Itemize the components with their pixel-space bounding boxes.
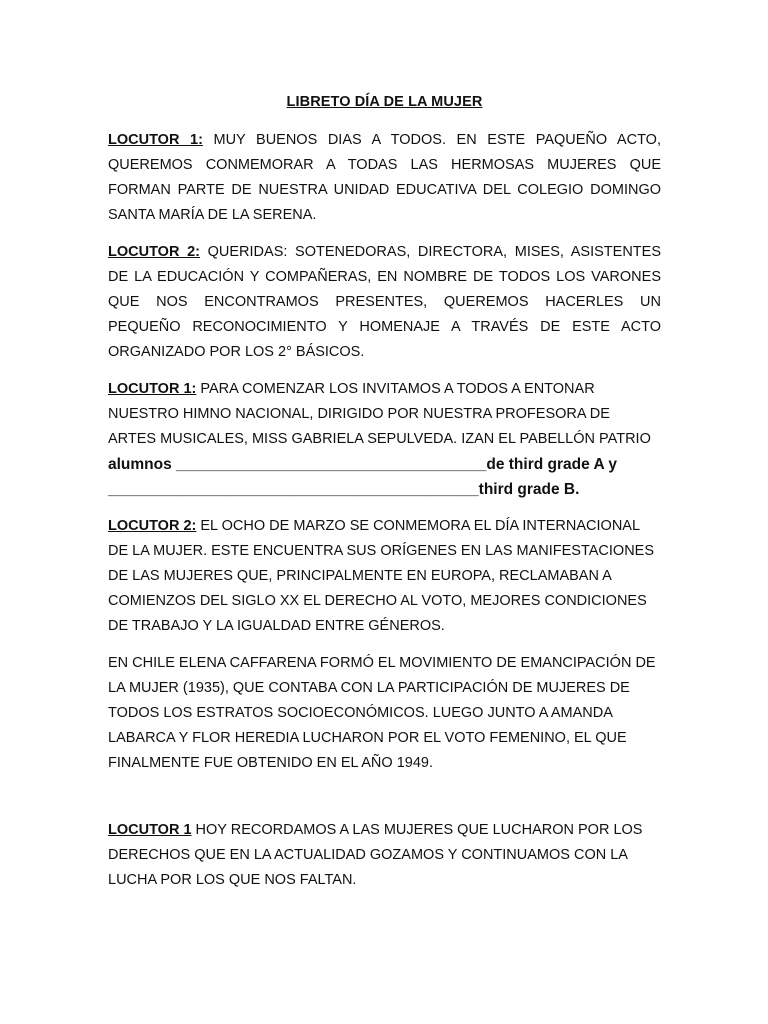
paragraph-locutor-1-closing — [108, 818, 661, 893]
speaker-label: LOCUTOR 1: — [108, 381, 197, 397]
paragraph-locutor-2-greeting — [108, 240, 661, 365]
paragraph-text: EN CHILE ELENA CAFFARENA FORMÓ EL MOVIMIENTO DE EMANCIPACIÓN DE LA MUJER (1935), QUE CONTABA CON LA PARTICIPACIÓN DE MUJERES DE TODOS LOS ESTRATOS SOCIOECONÓMICOS. LUEGO JUNTO A AMANDA LABARCA Y FLOR HEREDIA LUCHARON POR EL VOTO FEMENINO, EL QUE FINALMENTE FUE OBTENIDO EN EL AÑO 1949. — [108, 655, 656, 771]
document-page — [108, 92, 661, 893]
speaker-label: LOCUTOR 1: — [108, 132, 203, 148]
paragraph-text: QUERIDAS: SOTENEDORAS, DIRECTORA, MISES, ASISTENTES DE LA EDUCACIÓN Y COMPAÑERAS, EN NOMBRE DE TODOS LOS VARONES QUE NOS ENCONTRAMOS PRESENTES, QUEREMOS HACERLES UN PEQUEÑO RECONOCIMIENTO Y HOMENAJE A TRAVÉS DE ESTE ACTO ORGANIZADO POR LOS 2° BÁSICOS. — [108, 244, 661, 360]
speaker-label: LOCUTOR 1 — [108, 822, 192, 838]
paragraph-locutor-1-anthem — [108, 377, 661, 502]
document-title: LIBRETO DÍA DE LA MUJER — [286, 94, 483, 110]
speaker-label: LOCUTOR 2: — [108, 244, 200, 260]
paragraph-locutor-1-welcome — [108, 128, 661, 228]
fill-in-line-grade-a: alumnos ____________________________________de third grade A y — [108, 456, 617, 473]
speaker-label: LOCUTOR 2: — [108, 518, 197, 534]
paragraph-text: PARA COMENZAR LOS INVITAMOS A TODOS A ENTONAR NUESTRO HIMNO NACIONAL, DIRIGIDO POR NUESTRA PROFESORA DE ARTES MUSICALES, MISS GABRIELA SEPULVEDA. IZAN EL PABELLÓN PATRIO — [108, 381, 651, 447]
paragraph-chile-history — [108, 651, 661, 776]
fill-in-line-grade-b: ___________________________________________third grade B. — [108, 481, 580, 498]
paragraph-text: HOY RECORDAMOS A LAS MUJERES QUE LUCHARON POR LOS DERECHOS QUE EN LA ACTUALIDAD GOZAMOS Y CONTINUAMOS CON LA LUCHA POR LOS QUE NOS FALTAN. — [108, 822, 643, 888]
paragraph-text: EL OCHO DE MARZO SE CONMEMORA EL DÍA INTERNACIONAL DE LA MUJER. ESTE ENCUENTRA SUS ORÍGENES EN LAS MANIFESTACIONES DE LAS MUJERES QUE, PRINCIPALMENTE EN EUROPA, RECLAMABAN A COMIENZOS DEL SIGLO XX EL DERECHO AL VOTO, MEJORES CONDICIONES DE TRABAJO Y LA IGUALDAD ENTRE GÉNEROS. — [108, 518, 655, 634]
paragraph-text: MUY BUENOS DIAS A TODOS. EN ESTE PAQUEÑO ACTO, QUEREMOS CONMEMORAR A TODAS LAS HERMOSAS MUJERES QUE FORMAN PARTE DE NUESTRA UNIDAD EDUCATIVA DEL COLEGIO DOMINGO SANTA MARÍA DE LA SERENA. — [108, 132, 661, 223]
paragraph-locutor-2-history — [108, 514, 661, 639]
